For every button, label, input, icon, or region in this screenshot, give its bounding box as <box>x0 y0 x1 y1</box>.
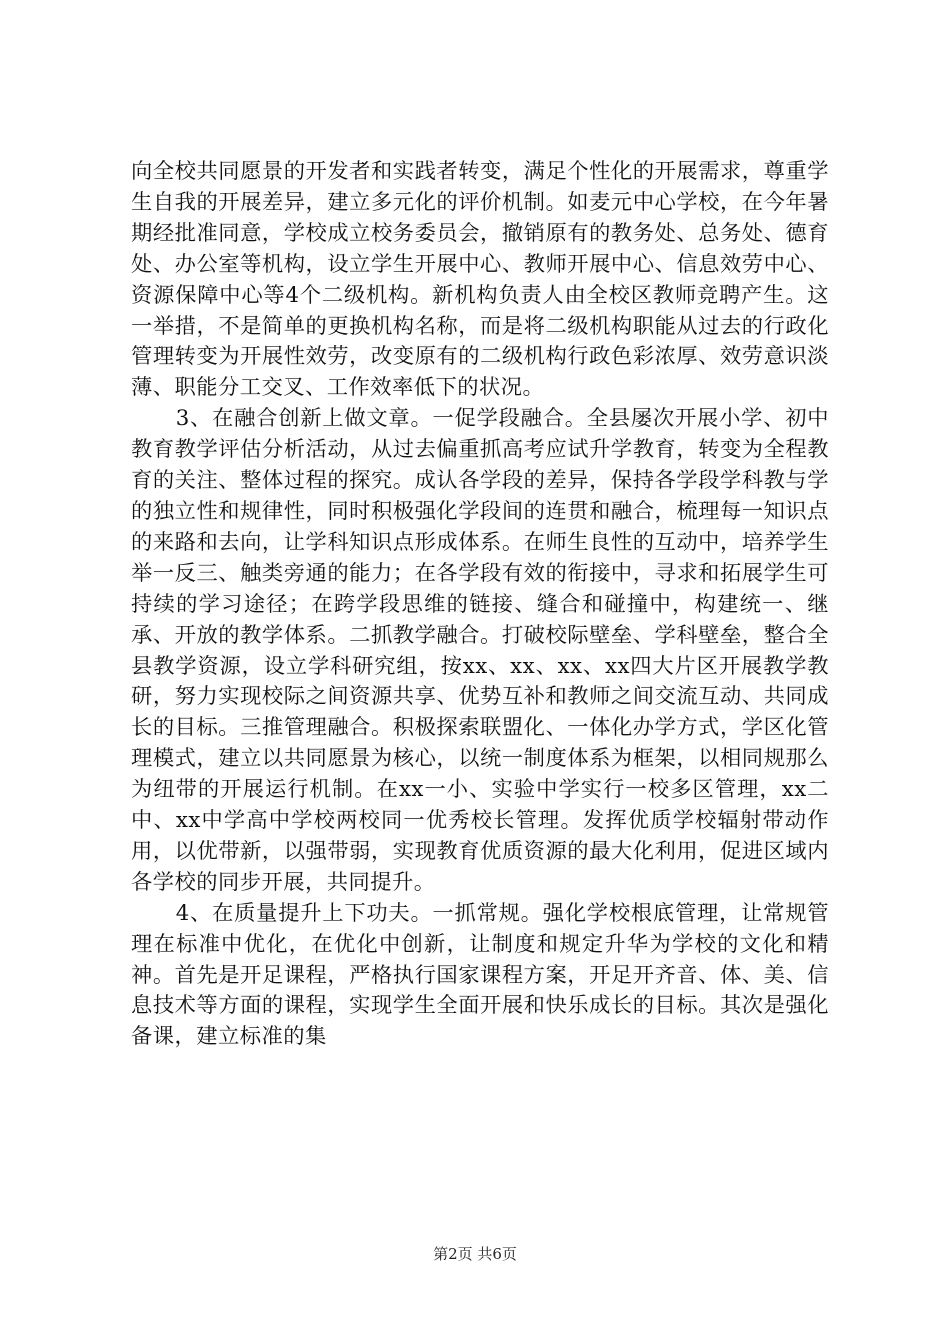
page-number-label: 第2页 共6页 <box>433 1245 517 1263</box>
paragraph-section-4: 4、在质量提升上下功夫。一抓常规。强化学校根底管理，让常规管理在标准中优化，在优化中创新，让制度和规定升华为学校的文化和精神。首先是开足课程，严格执行国家课程方案，开足开齐音、体、美、信息技术等方面的课程，实现学生全面开展和快乐成长的目标。其次是强化备课，建立标准的集 <box>131 900 829 1050</box>
paragraph-continuation: 向全校共同愿景的开发者和实践者转变，满足个性化的开展需求，尊重学生自我的开展差异，建立多元化的评价机制。如麦元中心学校，在今年暑期经批准同意，学校成立校务委员会，撤销原有的教务处、总务处、德育处、办公室等机构，设立学生开展中心、教师开展中心、信息效劳中心、资源保障中心等4个二级机构。新机构负责人由全校区教师竞聘产生。这一举措，不是简单的更换机构名称，而是将二级机构职能从过去的行政化管理转变为开展性效劳，改变原有的二级机构行政色彩浓厚、效劳意识淡薄、职能分工交叉、工作效率低下的状况。 <box>131 159 829 401</box>
paragraph-section-3: 3、在融合创新上做文章。一促学段融合。全县屡次开展小学、初中教育教学评估分析活动，从过去偏重抓高考应试升学教育，转变为全程教育的关注、整体过程的探究。成认各学段的差异，保持各学段学科教与学的独立性和规律性，同时积极强化学段间的连贯和融合，梳理每一知识点的来路和去向，让学科知识点形成体系。在师生良性的互动中，培养学生举一反三、触类旁通的能力；在各学段有效的衔接中，寻求和拓展学生可持续的学习途径；在跨学段思维的链接、缝合和碰撞中，构建统一、继承、开放的教学体系。二抓教学融合。打破校际壁垒、学科壁垒，整合全县教学资源，设立学科研究组，按xx、xx、xx、xx四大片区开展教学教研，努力实现校际之间资源共享、优势互补和教师之间交流互动、共同成长的目标。三推管理融合。积极探索联盟化、一体化办学方式，学区化管理模式，建立以共同愿景为核心，以统一制度体系为框架，以相同规那么为纽带的开展运行机制。在xx一小、实验中学实行一校多区管理，xx二中、xx中学高中学校两校同一优秀校长管理。发挥优质学校辐射带动作用，以优带新，以强带弱，实现教育优质资源的最大化利用，促进区域内各学校的同步开展，共同提升。 <box>131 406 829 895</box>
document-body <box>131 157 829 1053</box>
page-footer <box>0 1244 950 1264</box>
